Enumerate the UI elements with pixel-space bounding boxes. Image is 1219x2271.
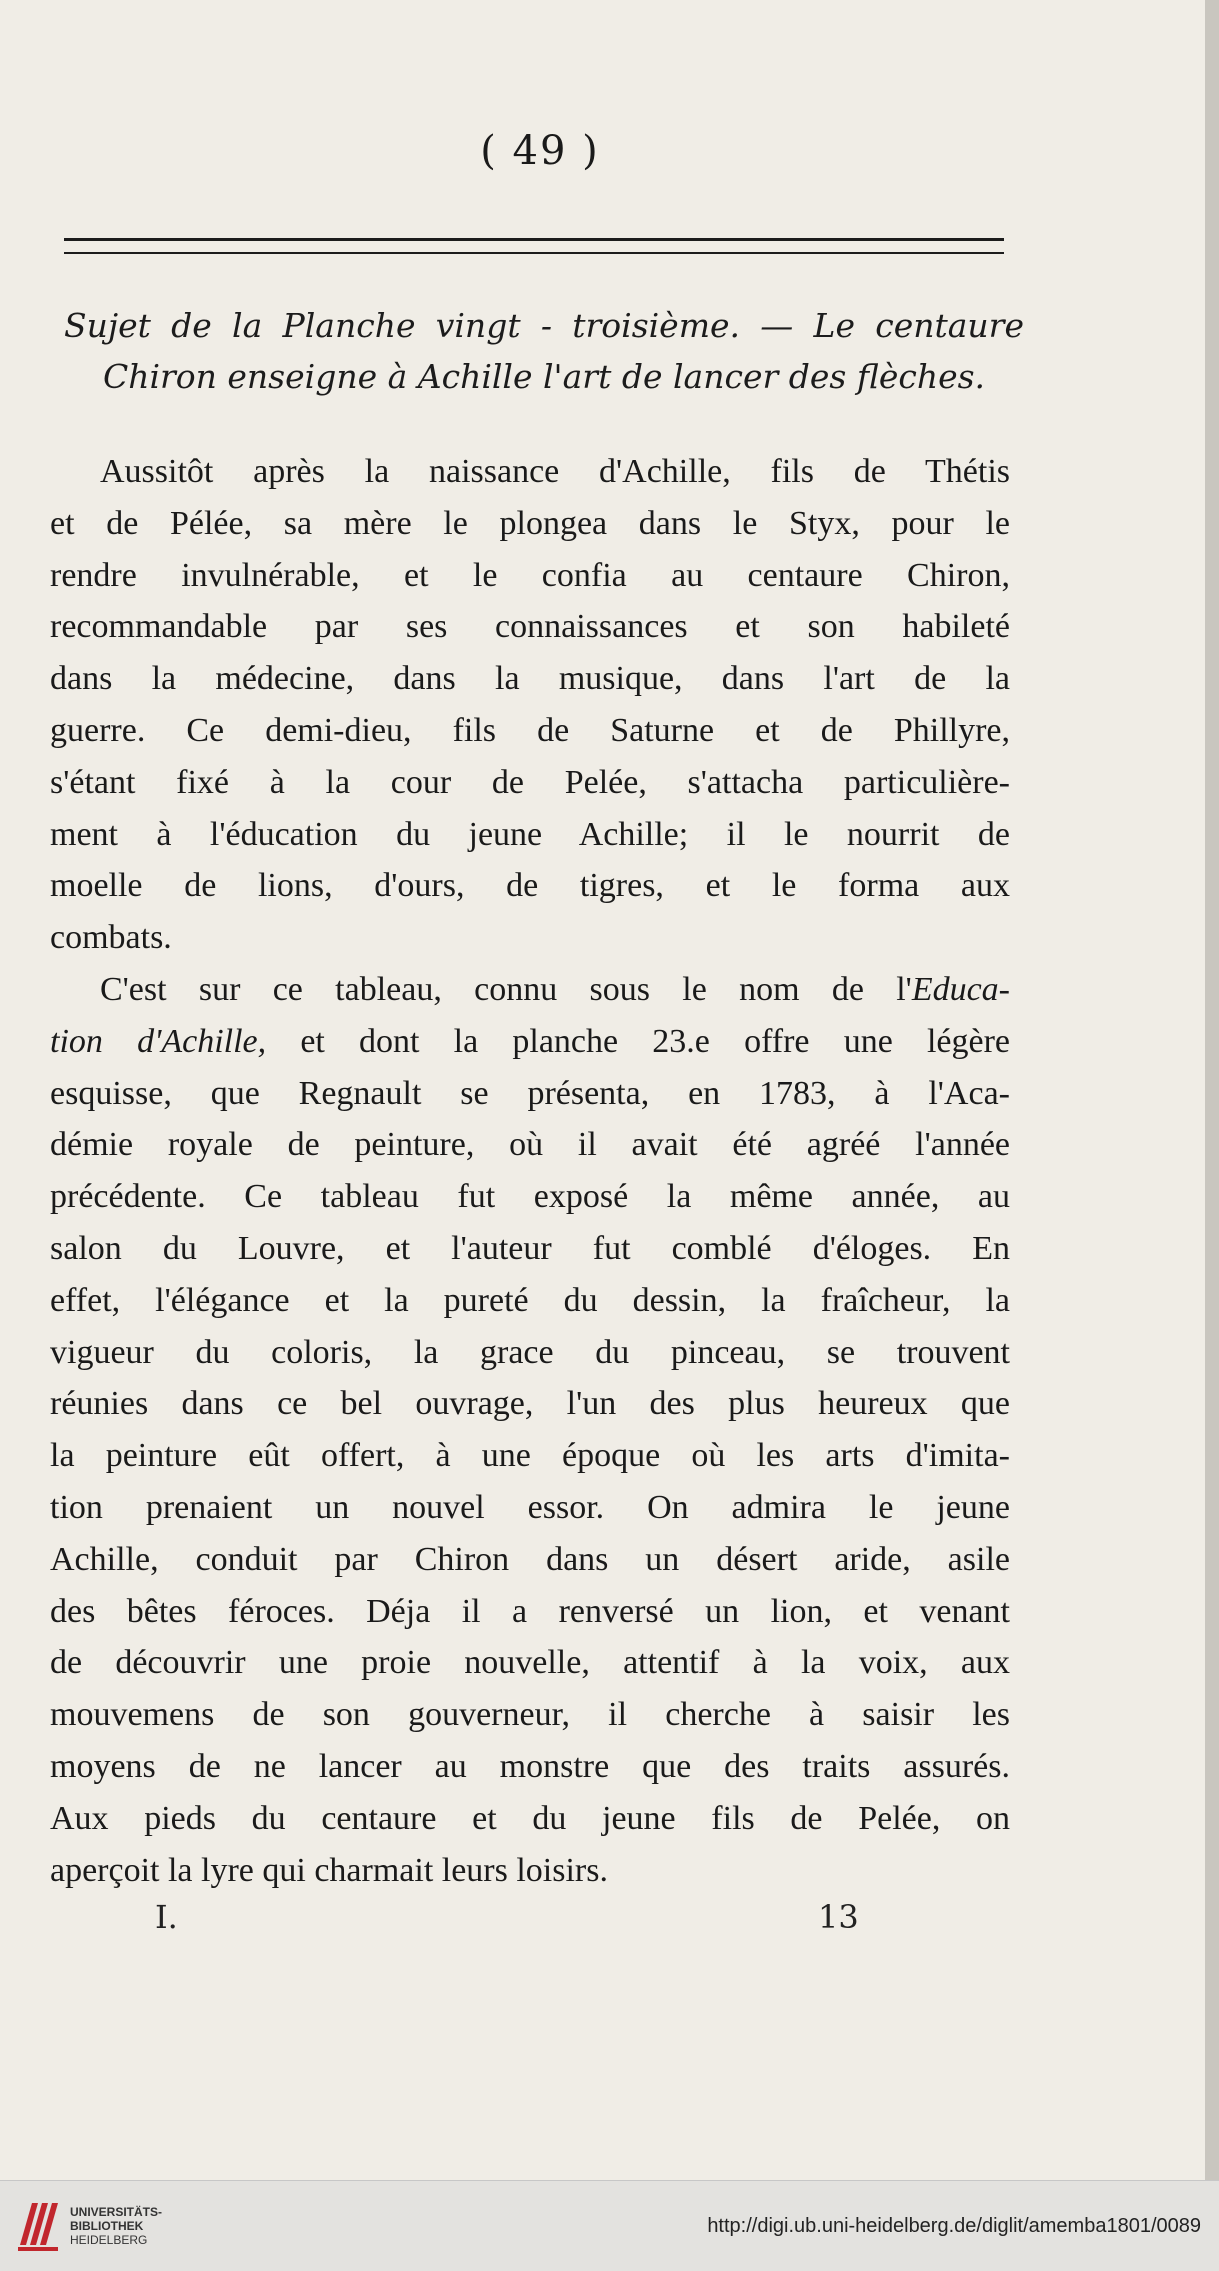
plate-caption bbox=[64, 300, 1024, 402]
text-line: précédente. Ce tableau fut exposé la même année, au bbox=[50, 1178, 1010, 1216]
text-line: vigueur du coloris, la grace du pinceau, se trouvent bbox=[50, 1333, 1010, 1371]
text-line: aperçoit la lyre qui charmait leurs loisirs. bbox=[50, 1851, 608, 1889]
text-line: esquisse, que Regnault se présenta, en 1783, à l'Aca- bbox=[50, 1074, 1010, 1112]
text-line: s'étant fixé à la cour de Pelée, s'attacha particulière- bbox=[50, 763, 1010, 801]
text-line: combats. bbox=[50, 919, 172, 957]
header-rule-thick bbox=[64, 238, 1004, 241]
italic-title: Educa- bbox=[911, 970, 1010, 1008]
text-line: et de Pélée, sa mère le plongea dans le Styx, pour le bbox=[50, 504, 1010, 542]
library-name-line: UNIVERSITÄTS- bbox=[70, 2205, 163, 2219]
text-line: réunies dans ce bel ouvrage, l'un des plus heureux que bbox=[50, 1385, 1010, 1423]
page-number: ( 49 ) bbox=[480, 128, 600, 174]
text-line: Achille, conduit par Chiron dans un désert aride, asile bbox=[50, 1540, 1010, 1578]
text-line: des bêtes féroces. Déja il a renversé un lion, et venant bbox=[50, 1592, 1010, 1630]
text-segment: C'est sur ce tableau, connu sous le nom de l' bbox=[100, 970, 912, 1008]
library-name-line: BIBLIOTHEK bbox=[70, 2219, 144, 2233]
text-line: dans la médecine, dans la musique, dans l'art de la bbox=[50, 660, 1010, 698]
text-line: effet, l'élégance et la pureté du dessin, la fraîcheur, la bbox=[50, 1281, 1010, 1319]
text-line: recommandable par ses connaissances et son habileté bbox=[50, 608, 1010, 646]
permalink-url[interactable]: http://digi.ub.uni-heidelberg.de/diglit/amemba1801/0089 bbox=[707, 2215, 1201, 2237]
text-segment: et dont la planche 23.e offre une légère bbox=[266, 1022, 1011, 1060]
folio-mark: 13 bbox=[818, 1898, 859, 1936]
text-line: moelle de lions, d'ours, de tigres, et le forma aux bbox=[50, 867, 1010, 905]
text-line: mouvemens de son gouverneur, il cherche à saisir les bbox=[50, 1696, 1010, 1734]
text-line: la peinture eût offert, à une époque où les arts d'imita- bbox=[50, 1437, 1010, 1475]
text-line: moyens de ne lancer au monstre que des traits assurés. bbox=[50, 1747, 1010, 1785]
viewer-footer bbox=[0, 2180, 1219, 2271]
header-rule-thin bbox=[64, 252, 1004, 254]
text-line bbox=[50, 1016, 1010, 1068]
signature-mark: I. bbox=[155, 1898, 178, 1936]
body-text bbox=[50, 446, 1010, 1896]
text-line: Aussitôt après la naissance d'Achille, fils de Thétis bbox=[100, 453, 1010, 490]
italic-title: tion d'Achille, bbox=[50, 1022, 267, 1060]
text-line: Aux pieds du centaure et du jeune fils de Pelée, on bbox=[50, 1799, 1010, 1837]
caption-line-2: Chiron enseigne à Achille l'art de lancer des flèches. bbox=[102, 357, 986, 396]
library-name-line: HEIDELBERG bbox=[70, 2233, 148, 2247]
text-line: tion prenaient un nouvel essor. On admira le jeune bbox=[50, 1488, 1010, 1526]
text-line: démie royale de peinture, où il avait été agréé l'année bbox=[50, 1126, 1010, 1164]
library-name bbox=[70, 2205, 162, 2247]
text-line: de découvrir une proie nouvelle, attentif à la voix, aux bbox=[50, 1644, 1010, 1682]
text-line: guerre. Ce demi-dieu, fils de Saturne et de Phillyre, bbox=[50, 711, 1010, 749]
text-line: salon du Louvre, et l'auteur fut comblé d'éloges. En bbox=[50, 1229, 1010, 1267]
caption-line-1: Sujet de la Planche vingt - troisième. — Le centaure bbox=[64, 306, 1024, 345]
text-line: ment à l'éducation du jeune Achille; il le nourrit de bbox=[50, 815, 1010, 853]
university-library-logo-icon bbox=[16, 2195, 60, 2255]
text-line bbox=[50, 964, 1010, 1016]
text-line: rendre invulnérable, et le confia au centaure Chiron, bbox=[50, 556, 1010, 594]
